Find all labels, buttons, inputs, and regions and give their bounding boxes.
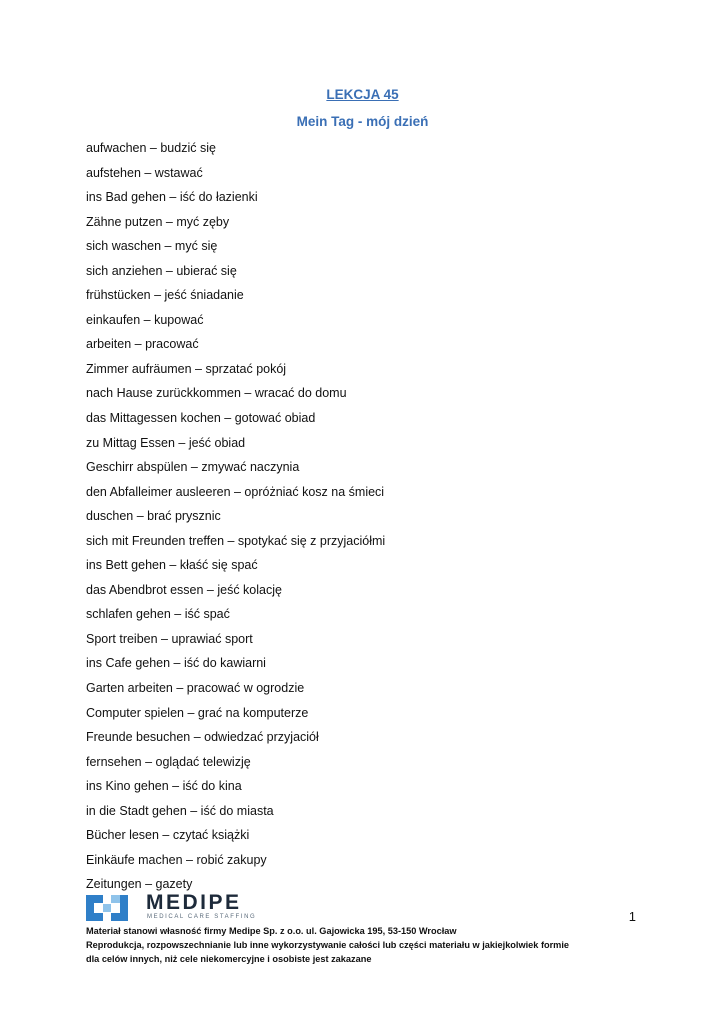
list-item: zu Mittag Essen – jeść obiad (86, 435, 246, 450)
list-item: Garten arbeiten – pracować w ogrodzie (86, 681, 305, 696)
list-item: Zeitungen – gazety (86, 877, 193, 892)
footer-line: Materiał stanowi własność firmy Medipe Sp. z o.o. ul. Gajowicka 195, 53-150 Wrocław (86, 926, 457, 936)
logo-tagline: MEDICAL CARE STAFFING (147, 914, 257, 920)
list-item: schlafen gehen – iść spać (86, 607, 230, 622)
list-item: sich waschen – myć się (86, 239, 218, 254)
list-item: duschen – brać prysznic (86, 509, 221, 524)
footer-line: dla celów innych, niż cele niekomercyjne i osobiste jest zakazane (86, 954, 372, 964)
list-item: Computer spielen – grać na komputerze (86, 705, 309, 720)
list-item: aufstehen – wstawać (86, 165, 203, 180)
footer-line: Reprodukcja, rozpowszechnianie lub inne wykorzystywanie całości lub części materiału w jakiejkolwiek formie (86, 940, 570, 950)
list-item: aufwachen – budzić się (86, 141, 216, 155)
list-item: Freunde besuchen – odwiedzać przyjaciół (86, 730, 319, 745)
list-item: einkaufen – kupować (86, 312, 204, 327)
list-item: nach Hause zurückkommen – wracać do domu (86, 386, 347, 401)
list-item: Sport treiben – uprawiać sport (86, 631, 253, 646)
list-item: fernsehen – oglądać telewizję (86, 754, 251, 769)
page-subtitle: Mein Tag - mój dzień (296, 114, 429, 129)
medipe-logo (86, 893, 286, 923)
medipe-cross-logo-icon (86, 895, 128, 921)
list-item: das Abendbrot essen – jeść kolację (86, 582, 282, 597)
list-item: das Mittagessen kochen – gotować obiad (86, 411, 316, 426)
list-item: ins Bad gehen – iść do łazienki (86, 190, 258, 205)
list-item: Geschirr abspülen – zmywać naczynia (86, 460, 300, 475)
page-title: LEKCJA 45 (326, 87, 399, 102)
footer-notice (86, 924, 646, 966)
list-item: Zimmer aufräumen – sprzatać pokój (86, 361, 287, 376)
list-item: ins Kino gehen – iść do kina (86, 779, 242, 794)
list-item: Einkäufe machen – robić zakupy (86, 852, 267, 867)
list-item: arbeiten – pracować (86, 337, 199, 352)
list-item: frühstücken – jeść śniadanie (86, 288, 244, 303)
list-item: den Abfalleimer ausleeren – opróżniać kosz na śmieci (86, 484, 385, 499)
vocabulary-list (86, 138, 385, 899)
logo-name: MEDIPE (146, 891, 242, 914)
page-number: 1 (628, 909, 636, 924)
list-item: in die Stadt gehen – iść do miasta (86, 803, 274, 818)
list-item: ins Cafe gehen – iść do kawiarni (86, 656, 266, 671)
list-item: sich mit Freunden treffen – spotykać się z przyjaciółmi (86, 533, 386, 548)
list-item: ins Bett gehen – kłaść się spać (86, 558, 258, 573)
list-item: sich anziehen – ubierać się (86, 263, 237, 278)
list-item: Bücher lesen – czytać książki (86, 828, 250, 843)
list-item: Zähne putzen – myć zęby (86, 214, 230, 229)
